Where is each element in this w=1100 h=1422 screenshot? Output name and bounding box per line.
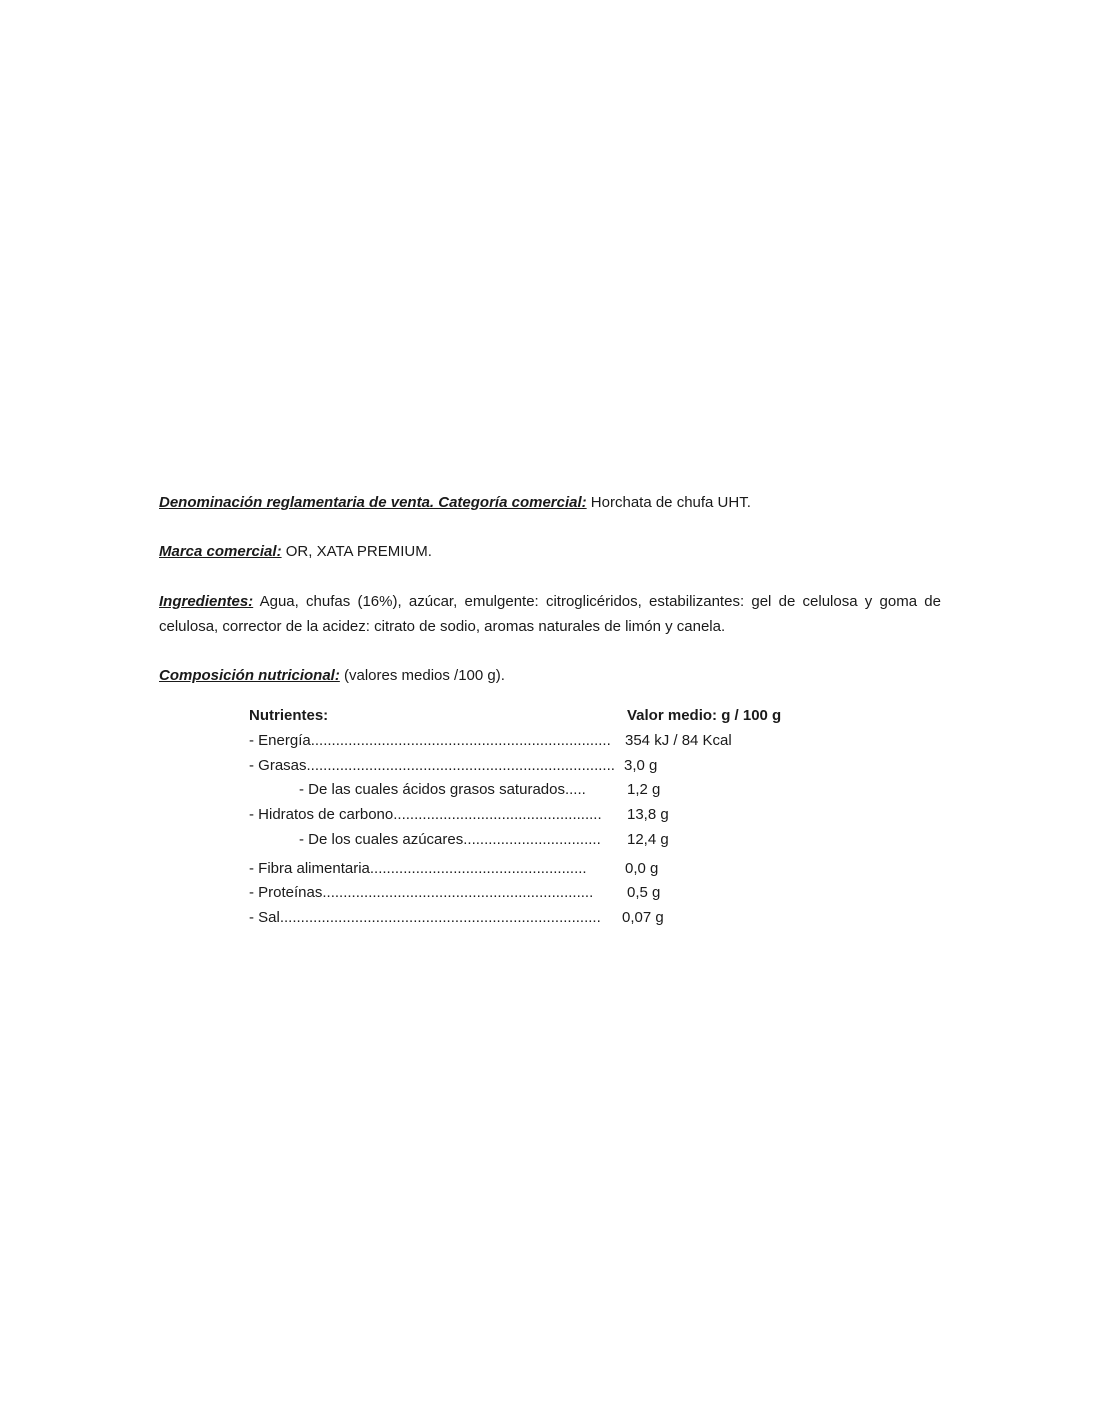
nutrient-value: 1,2 g [627,781,661,798]
composicion-value: (valores medios /100 g). [339,667,505,684]
ingredientes-label: Ingredientes: [159,593,254,610]
ingredientes-value: Agua, chufas (16%), azúcar, emulgente: citroglicéridos, estabilizantes: gel de celulosa y goma de celulosa, corrector de la acidez: citrato de sodio, aromas naturales de limón y canela. [159,593,941,635]
nutrient-value: 12,4 g [627,831,669,848]
nutrient-name: - Grasas.......................................................................... [249,757,615,774]
nutrient-value: 0,07 g [622,909,664,926]
ingredientes-paragraph [159,589,941,639]
nutrition-header-name: Nutrientes: [249,707,329,724]
denominacion-value: Horchata de chufa UHT. [586,494,751,511]
nutrient-value: 13,8 g [627,806,669,823]
nutrient-value: 3,0 g [624,757,658,774]
denominacion-label: Denominación reglamentaria de venta. Categoría comercial: [159,494,587,511]
nutrient-value: 354 kJ / 84 Kcal [625,732,732,749]
marca-value: OR, XATA PREMIUM. [281,543,432,560]
nutrient-name: - Hidratos de carbono.................................................. [249,806,602,823]
composicion-paragraph [159,663,944,688]
nutrition-header-value: Valor medio: g / 100 g [627,707,782,724]
marca-label: Marca comercial: [159,543,282,560]
denominacion-paragraph [159,490,944,515]
nutrient-value: 0,0 g [625,860,659,877]
nutrient-name: - De las cuales ácidos grasos saturados..... [299,781,586,798]
composicion-label: Composición nutricional: [159,667,340,684]
nutrient-value: 0,5 g [627,884,661,901]
nutrient-name: - De los cuales azúcares................................. [299,831,601,848]
nutrient-name: - Energía........................................................................ [249,732,611,749]
marca-paragraph [159,539,944,564]
nutrient-name: - Fibra alimentaria.................................................... [249,860,587,877]
nutrient-name: - Sal............................................................................. [249,909,601,926]
nutrient-name: - Proteínas................................................................. [249,884,594,901]
